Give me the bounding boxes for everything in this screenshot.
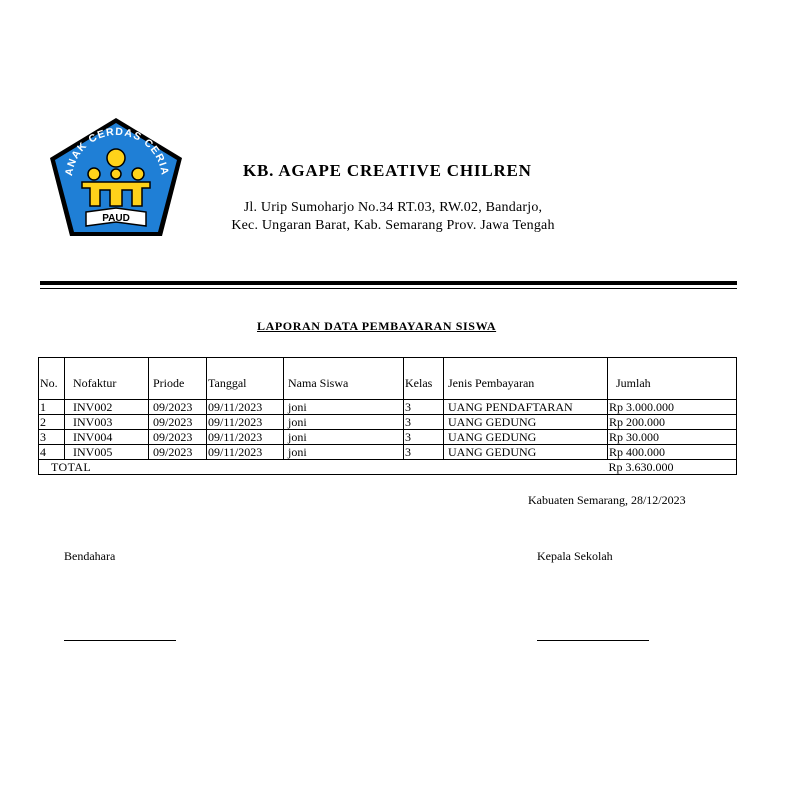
- cell-tanggal: 09/11/2023: [207, 415, 284, 430]
- cell-jenis: UANG GEDUNG: [444, 415, 608, 430]
- header-rule-thick: [40, 281, 737, 285]
- cell-priode: 09/2023: [149, 415, 207, 430]
- cell-tanggal: 09/11/2023: [207, 430, 284, 445]
- signatory-kepala-sekolah: Kepala Sekolah: [537, 549, 613, 563]
- col-header-kelas: Kelas: [404, 358, 444, 400]
- cell-nofaktur: INV005: [65, 445, 149, 460]
- signatory-bendahara: Bendahara: [64, 549, 116, 563]
- cell-kelas: 3: [404, 430, 444, 445]
- cell-jumlah: Rp 400.000: [608, 445, 737, 460]
- payment-table: [38, 357, 737, 475]
- cell-nama: joni: [284, 430, 404, 445]
- cell-nama: joni: [284, 415, 404, 430]
- cell-nama: joni: [284, 400, 404, 415]
- cell-nofaktur: INV003: [65, 415, 149, 430]
- table-row: [39, 430, 737, 445]
- cell-priode: 09/2023: [149, 430, 207, 445]
- header-rule-thin: [40, 288, 737, 289]
- col-header-nama-siswa: Nama Siswa: [284, 358, 404, 400]
- total-row: [39, 460, 737, 475]
- paud-logo: [46, 114, 186, 240]
- report-title: LAPORAN DATA PEMBAYARAN SISWA: [257, 319, 497, 333]
- col-header-tanggal: Tanggal: [207, 358, 284, 400]
- school-name: KB. AGAPE CREATIVE CHILREN: [243, 161, 532, 180]
- cell-no: 2: [39, 415, 65, 430]
- signature-line-bendahara: [64, 640, 176, 641]
- signature-line-kepala-sekolah: [537, 640, 649, 641]
- cell-kelas: 3: [404, 400, 444, 415]
- cell-tanggal: 09/11/2023: [207, 400, 284, 415]
- cell-priode: 09/2023: [149, 445, 207, 460]
- total-label: TOTAL: [39, 460, 608, 475]
- col-header-no: No.: [39, 358, 65, 400]
- cell-jenis: UANG PENDAFTARAN: [444, 400, 608, 415]
- col-header-jumlah: Jumlah: [608, 358, 737, 400]
- table-header-row: [39, 358, 737, 400]
- cell-jumlah: Rp 200.000: [608, 415, 737, 430]
- cell-nama: joni: [284, 445, 404, 460]
- cell-no: 1: [39, 400, 65, 415]
- cell-kelas: 3: [404, 415, 444, 430]
- col-header-priode: Priode: [149, 358, 207, 400]
- cell-kelas: 3: [404, 445, 444, 460]
- total-value: Rp 3.630.000: [608, 460, 737, 475]
- table-row: [39, 445, 737, 460]
- table-row: [39, 400, 737, 415]
- col-header-nofaktur: Nofaktur: [65, 358, 149, 400]
- place-date: Kabuaten Semarang, 28/12/2023: [528, 493, 686, 507]
- cell-tanggal: 09/11/2023: [207, 445, 284, 460]
- cell-no: 4: [39, 445, 65, 460]
- logo-arc-text: ANAK CERDAS CERIA: [63, 125, 171, 177]
- cell-nofaktur: INV002: [65, 400, 149, 415]
- address-line-2: Kec. Ungaran Barat, Kab. Semarang Prov. Jawa Tengah: [231, 218, 555, 233]
- logo-sun: [107, 149, 125, 167]
- cell-nofaktur: INV004: [65, 430, 149, 445]
- logo-badge-text: PAUD: [102, 213, 130, 224]
- cell-no: 3: [39, 430, 65, 445]
- address-line-1: Jl. Urip Sumoharjo No.34 RT.03, RW.02, Bandarjo,: [243, 200, 543, 215]
- cell-jenis: UANG GEDUNG: [444, 430, 608, 445]
- col-header-jenis-pembayaran: Jenis Pembayaran: [444, 358, 608, 400]
- cell-jumlah: Rp 3.000.000: [608, 400, 737, 415]
- cell-jenis: UANG GEDUNG: [444, 445, 608, 460]
- logo-children-figures: [82, 168, 150, 206]
- cell-priode: 09/2023: [149, 400, 207, 415]
- table-row: [39, 415, 737, 430]
- cell-jumlah: Rp 30.000: [608, 430, 737, 445]
